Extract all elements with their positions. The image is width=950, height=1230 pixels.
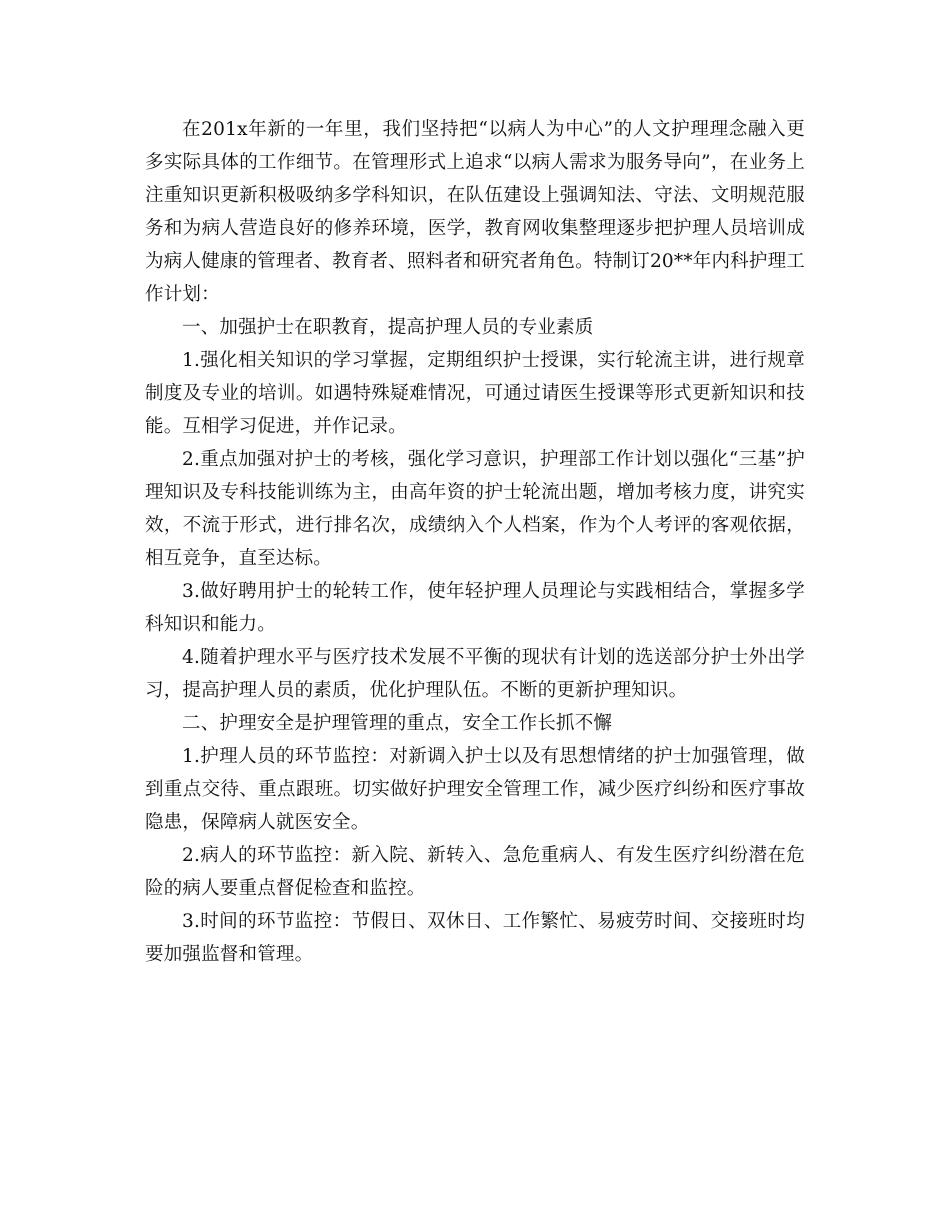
paragraph-1-4: 4.随着护理水平与医疗技术发展不平衡的现状有计划的选送部分护士外出学习，提高护理人员的素质，优化护理队伍。不断的更新护理知识。 (145, 647, 805, 701)
paragraph-2-2: 2.病人的环节监控：新入院、新转入、急危重病人、有发生医疗纠纷潜在危险的病人要重点督促检查和监控。 (145, 845, 805, 899)
paragraph-2-1: 1.护理人员的环节监控：对新调入护士以及有思想情绪的护士加强管理，做到重点交待、重点跟班。切实做好护理安全管理工作，减少医疗纠纷和医疗事故隐患，保障病人就医安全。 (145, 746, 805, 833)
paragraph-1-3: 3.做好聘用护士的轮转工作，使年轻护理人员理论与实践相结合，掌握多学科知识和能力。 (145, 581, 805, 635)
paragraph-1-2: 2.重点加强对护士的考核，强化学习意识，护理部工作计划以强化“三基”护理知识及专科技能训练为主，由高年资的护士轮流出题，增加考核力度，讲究实效，不流于形式，进行排名次，成绩纳入个人档案，作为个人考评的客观依据，相互竞争，直至达标。 (145, 449, 805, 569)
paragraph-1-1: 1.强化相关知识的学习掌握，定期组织护士授课，实行轮流主讲，进行规章制度及专业的培训。如遇特殊疑难情况，可通过请医生授课等形式更新知识和技能。互相学习促进，并作记录。 (145, 350, 805, 437)
section-heading-2: 二、护理安全是护理管理的重点，安全工作长抓不懈 (182, 713, 613, 734)
paragraph-2-3: 3.时间的环节监控：节假日、双休日、工作繁忙、易疲劳时间、交接班时均要加强监督和管理。 (145, 911, 805, 965)
section-heading-1: 一、加强护士在职教育，提高护理人员的专业素质 (182, 317, 594, 338)
document-body (145, 113, 805, 971)
intro-paragraph: 在201x年新的一年里，我们坚持把“以病人为中心”的人文护理理念融入更多实际具体的工作细节。在管理形式上追求“以病人需求为服务导向”，在业务上注重知识更新积极吸纳多学科知识，在队伍建设上强调知法、守法、文明规范服务和为病人营造良好的修养环境，医学，教育网收集整理逐步把护理人员培训成为病人健康的管理者、教育者、照料者和研究者角色。特制订20**年内科护理工作计划： (145, 119, 805, 305)
